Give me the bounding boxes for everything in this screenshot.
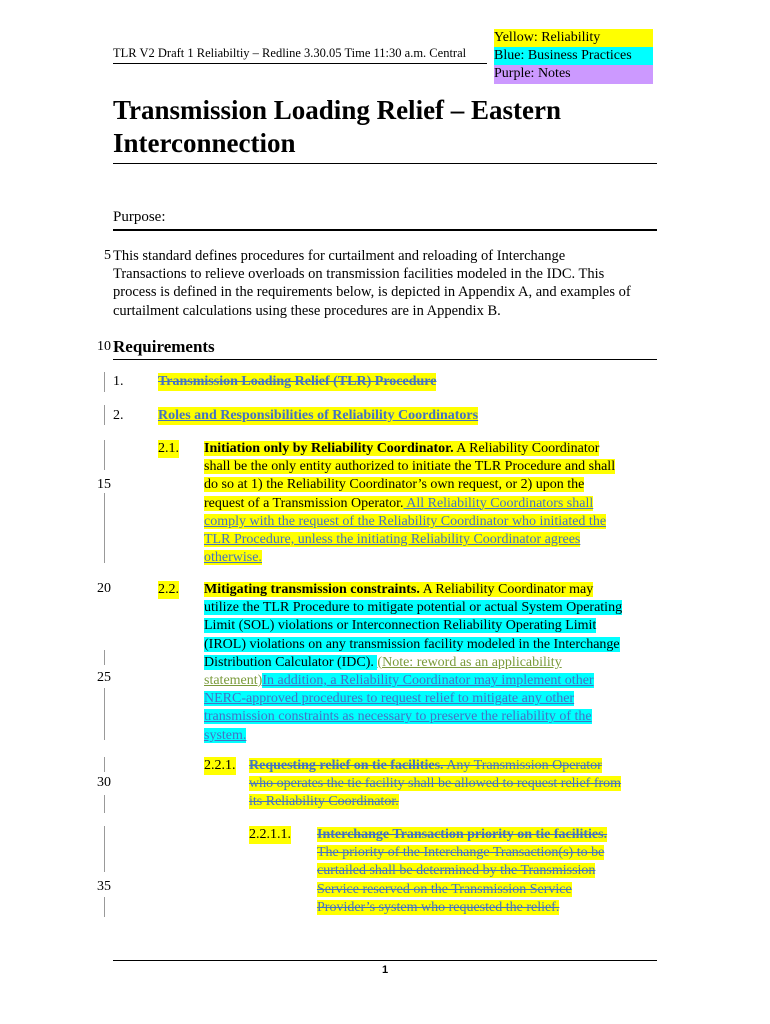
item-2-2-text: A Reliability Coordinator may [419,582,594,597]
requirements-heading: Requirements [113,337,657,360]
line-number: 10 [97,339,111,354]
title-line-1: Transmission Loading Relief – Eastern [113,95,562,125]
item-2-2-insert: In addition, a Reliability Coordinator may implement other [262,673,594,689]
item-2-1-text: shall be the only entity authorized to initiate the TLR Procedure and shall [204,459,616,475]
item-2-1-insert: comply with the request of the Reliability Coordinator who initiated the [204,513,607,529]
purpose-line: process is defined in the requirements below, is depicted in Appendix A, and examples of [113,284,631,301]
purpose-line: curtailment calculations using these procedures are in Appendix B. [113,302,501,319]
line-number: 15 [97,477,111,492]
page-title [113,94,657,164]
item-2-2-note: statement) [204,673,263,689]
line-number: 25 [97,670,111,685]
item-2-number: 2. [113,408,124,423]
item-2-2-1-1-heading: Interchange Transaction priority on tie facilities. [317,827,608,842]
item-2-2-number: 2.2. [158,581,179,599]
item-2-2-1-body [249,757,621,812]
item-2-2-note: (Note: reword as an applicability [377,654,562,670]
item-2-2-insert: transmission constraints as necessary to preserve the reliability of the [204,709,592,725]
item-2-2-1-1-body [317,826,607,917]
running-header: TLR V2 Draft 1 Reliabiltiy – Redline 3.30.05 Time 11:30 a.m. Central [113,46,487,64]
footer-rule [113,960,657,961]
purpose-label: Purpose: [113,209,657,231]
item-2-1-heading: Initiation only by Reliability Coordinator. [204,441,454,456]
item-2-1-text: A Reliability Coordinator [453,441,600,456]
item-2-2-text: Distribution Calculator (IDC). [204,654,378,670]
line-number: 30 [97,775,111,790]
line-number: 35 [97,879,111,894]
purpose-line: This standard defines procedures for curtailment and reloading of Interchange [113,248,566,264]
item-2-2-1-1-number: 2.2.1.1. [249,826,291,844]
line-number: 5 [104,248,111,263]
purpose-line: Transactions to relieve overloads on transmission facilities modeled in the IDC. This [113,266,605,283]
item-2-1-number: 2.1. [158,440,179,458]
item-2-2-1-text: its Reliability Coordinator. [249,794,399,810]
change-bar [104,897,105,917]
change-bar [104,372,105,392]
item-2-2-body [204,581,622,745]
item-2-1-insert: TLR Procedure, unless the initiating Reliability Coordinator agrees [204,532,581,548]
item-1-text: Transmission Loading Relief (TLR) Procedure [158,373,436,391]
page-number: 1 [381,964,389,976]
item-2-2-1-heading: Requesting relief on tie facilities. [249,758,444,773]
title-line-2: Interconnection [113,128,296,158]
item-1-number: 1. [113,374,124,389]
item-2-1-insert: otherwise. [204,550,262,566]
item-2-2-text: (IROL) violations on any transmission facility modeled in the Interchange [204,636,620,652]
item-2-2-1-1-text: Provider’s system who requested the relief. [317,899,560,915]
item-2-2-text: utilize the TLR Procedure to mitigate potential or actual System Operating [204,600,623,616]
change-bar [104,405,105,425]
change-bar [104,493,105,563]
item-2-2-1-number: 2.2.1. [204,757,236,775]
item-2-1-text: request of a Transmission Operator. [204,495,404,511]
item-2-2-1-1-text: The priority of the Interchange Transaction(s) to be [317,845,605,861]
legend-reliability: Yellow: Reliability [494,29,653,47]
item-2-2-1-1-text: curtailed shall be determined by the Transmission [317,863,596,879]
item-2-2-insert: NERC-approved procedures to request relief to mitigate any other [204,691,575,707]
purpose-paragraph [113,247,631,320]
change-bar [104,795,105,813]
item-2-1-insert: All Reliability Coordinators shall [403,495,594,511]
legend-business-practices: Blue: Business Practices [494,47,653,65]
item-2-2-1-text: Any Transmission Operator [443,758,602,773]
change-bar [104,826,105,872]
item-2-2-text: Limit (SOL) violations or Interconnection Reliability Operating Limit [204,618,597,634]
item-2-text: Roles and Responsibilities of Reliability Coordinators [158,407,478,425]
item-2-1-text: do so at 1) the Reliability Coordinator’s own request, or 2) upon the [204,477,585,493]
line-number: 20 [97,581,111,596]
item-2-1-body [204,440,615,567]
change-bar [104,440,105,470]
change-bar [104,688,105,740]
legend [494,29,653,84]
item-2-2-heading: Mitigating transmission constraints. [204,582,420,597]
legend-notes: Purple: Notes [494,65,653,83]
change-bar [104,650,105,665]
item-2-2-insert: system. [204,727,247,743]
item-2-2-1-1-text: Service reserved on the Transmission Service [317,881,572,897]
change-bar [104,757,105,772]
item-2-2-1-text: who operates the tie facility shall be allowed to request relief from [249,776,622,792]
